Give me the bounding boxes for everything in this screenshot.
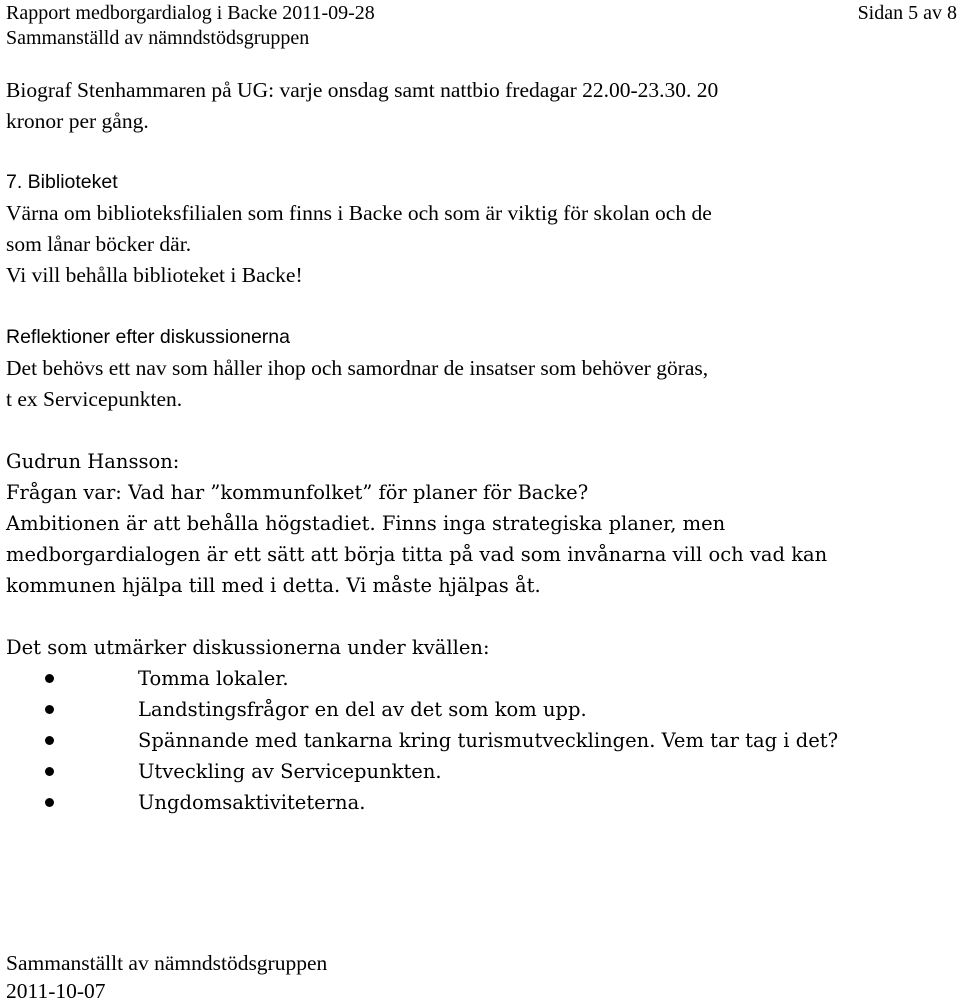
reflections-line-1: Det behövs ett nav som håller ihop och samordnar de insatser som behöver göras,	[6, 356, 709, 380]
page-number: Sidan 5 av 8	[857, 2, 957, 24]
section-7-line-3: Vi vill behålla biblioteket i Backe!	[6, 263, 303, 287]
footer-date: 2011-10-07	[6, 979, 106, 1003]
bio-line-1: Biograf Stenhammaren på UG: varje onsdag samt nattbio fredagar 22.00-23.30. 20	[6, 78, 719, 102]
bio-line-2: kronor per gång.	[6, 109, 149, 133]
list-item	[6, 756, 838, 787]
header-subtitle: Sammanställd av nämndstödsgruppen	[6, 27, 310, 49]
section-7-line-1: Värna om biblioteksfilialen som finns i Backe och som är viktig för skolan och de	[6, 201, 712, 225]
bullet-text: Tomma lokaler.	[138, 667, 289, 690]
bullet-icon	[45, 674, 54, 683]
bullet-text: Utveckling av Servicepunkten.	[138, 760, 442, 783]
section-7-heading: 7. Biblioteket	[6, 171, 118, 193]
footer-author: Sammanställt av nämndstödsgruppen	[6, 951, 328, 975]
bullet-text: Landstingsfrågor en del av det som kom upp.	[138, 698, 587, 721]
summary-intro: Det som utmärker diskussionerna under kvällen:	[6, 636, 490, 659]
bullet-text: Spännande med tankarna kring turismutvecklingen. Vem tar tag i det?	[138, 729, 839, 752]
summary-bullet-list	[6, 663, 838, 818]
list-item	[6, 787, 838, 818]
header-title: Rapport medborgardialog i Backe 2011-09-28	[6, 2, 375, 24]
gudrun-line-1: Frågan var: Vad har ”kommunfolket” för planer för Backe?	[6, 481, 589, 504]
bullet-icon	[45, 767, 54, 776]
gudrun-line-2: Ambitionen är att behålla högstadiet. Finns inga strategiska planer, men	[6, 512, 726, 535]
reflections-line-2: t ex Servicepunkten.	[6, 387, 183, 411]
gudrun-heading: Gudrun Hansson:	[6, 450, 180, 473]
gudrun-line-4: kommunen hjälpa till med i detta. Vi måste hjälpas åt.	[6, 574, 541, 597]
bullet-icon	[45, 798, 54, 807]
bullet-text: Ungdomsaktiviteterna.	[138, 791, 366, 814]
list-item	[6, 694, 838, 725]
gudrun-line-3: medborgardialogen är ett sätt att börja titta på vad som invånarna vill och vad kan	[6, 543, 828, 566]
section-7-line-2: som lånar böcker där.	[6, 232, 192, 256]
bullet-icon	[45, 736, 54, 745]
list-item	[6, 663, 838, 694]
reflections-heading: Reflektioner efter diskussionerna	[6, 326, 290, 348]
bullet-icon	[45, 705, 54, 714]
list-item	[6, 725, 838, 756]
